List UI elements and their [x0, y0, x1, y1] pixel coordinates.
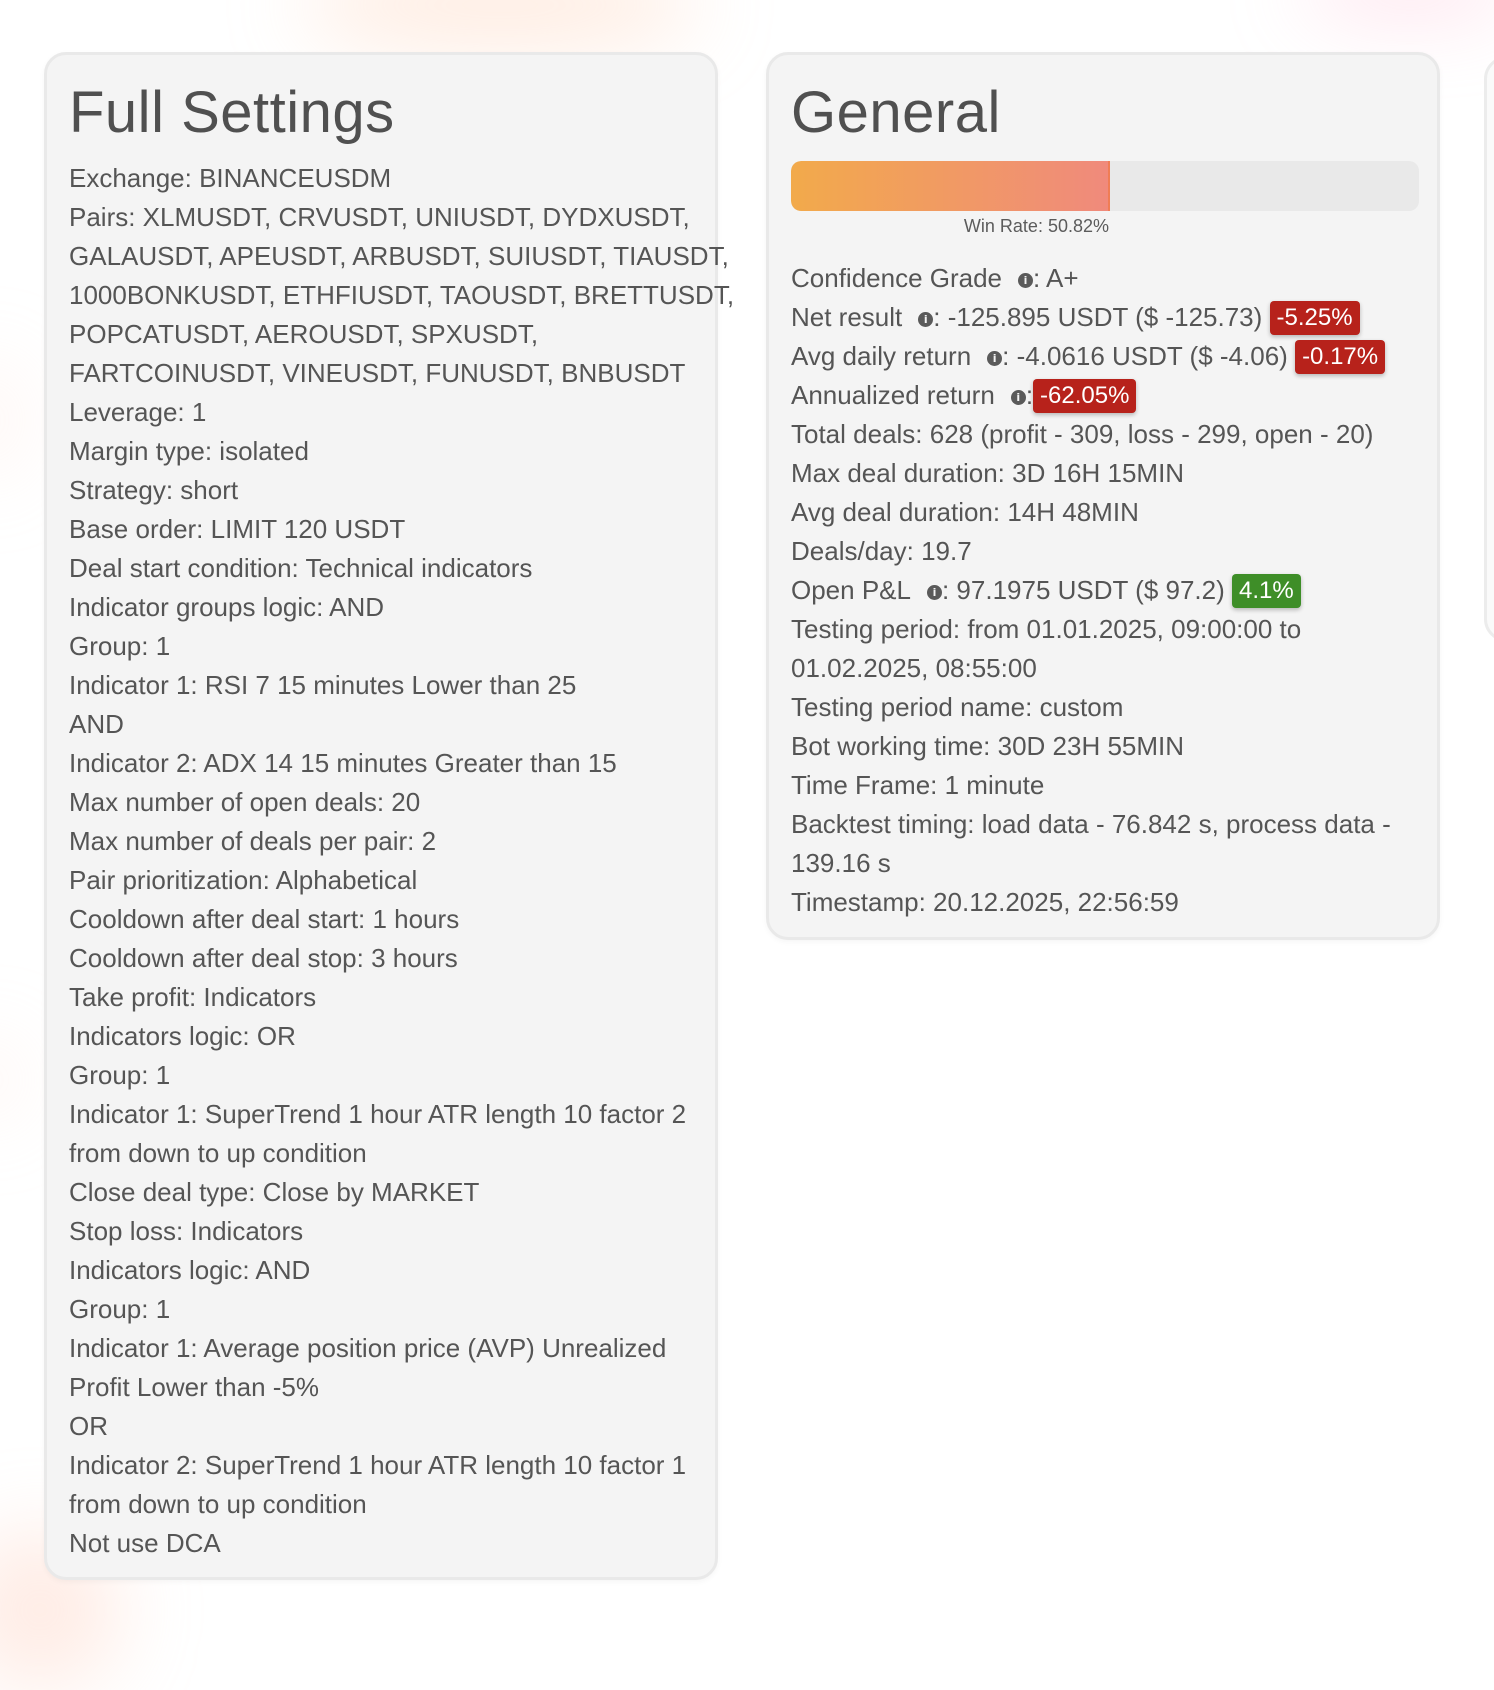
avg-daily-return-row: [791, 337, 1417, 376]
settings-line: Indicator 2: ADX 14 15 minutes Greater than 15: [69, 748, 617, 778]
net-result-label: Net result: [791, 302, 903, 332]
avg-daily-return-badge: -0.17%: [1295, 340, 1385, 374]
net-result-row: [791, 298, 1417, 337]
full-settings-title: Full Settings: [69, 80, 395, 145]
confidence-grade-value: : A+: [1033, 263, 1079, 293]
win-rate-label: Win Rate: 50.82%: [963, 216, 1109, 236]
confidence-grade-row: [791, 259, 1417, 298]
testing-period-name: Testing period name: custom: [791, 692, 1124, 722]
settings-line: Deal start condition: Technical indicators: [69, 553, 533, 583]
open-pnl-label: Open P&L: [791, 575, 911, 605]
win-rate-label-row: [791, 213, 1419, 239]
settings-line: Indicator 1: SuperTrend 1 hour ATR length 10 factor 2: [69, 1099, 687, 1129]
win-rate-track: [791, 161, 1419, 211]
settings-line: Strategy: short: [69, 475, 239, 505]
settings-line: Indicator 2: SuperTrend 1 hour ATR length 10 factor 1: [69, 1450, 687, 1480]
settings-line: Margin type: isolated: [69, 436, 309, 466]
testing-period: Testing period: from 01.01.2025, 09:00:00 to: [791, 614, 1302, 644]
win-rate-fill: [791, 161, 1110, 211]
net-result-badge: -5.25%: [1270, 301, 1360, 335]
backtest-timing-cont: 139.16 s: [791, 848, 891, 878]
settings-line: Not use DCA: [69, 1528, 221, 1558]
settings-line: Close deal type: Close by MARKET: [69, 1177, 480, 1207]
settings-line: Max number of open deals: 20: [69, 787, 421, 817]
settings-line: Cooldown after deal stop: 3 hours: [69, 943, 458, 973]
backtest-timing: Backtest timing: load data - 76.842 s, process data -: [791, 809, 1391, 839]
avg-daily-return-value: : -4.0616 USDT ($ -4.06): [1002, 341, 1288, 371]
bot-working-time: Bot working time: 30D 23H 55MIN: [791, 731, 1185, 761]
max-deal-duration: Max deal duration: 3D 16H 15MIN: [791, 458, 1185, 488]
settings-line: Indicator groups logic: AND: [69, 592, 385, 622]
timestamp: Timestamp: 20.12.2025, 22:56:59: [791, 887, 1179, 917]
net-result-value: : -125.895 USDT ($ -125.73): [933, 302, 1263, 332]
avg-daily-return-label: Avg daily return: [791, 341, 972, 371]
background-glow: [0, 1040, 20, 1120]
settings-line: Pairs: XLMUSDT, CRVUSDT, UNIUSDT, DYDXUSDT,: [69, 202, 690, 232]
settings-line: GALAUSDT, APEUSDT, ARBUSDT, SUIUSDT, TIAUSDT,: [69, 241, 729, 271]
confidence-grade-label: Confidence Grade: [791, 263, 1003, 293]
open-pnl-row: [791, 571, 1417, 610]
settings-line: Stop loss: Indicators: [69, 1216, 304, 1246]
settings-line: Leverage: 1: [69, 397, 207, 427]
time-frame: Time Frame: 1 minute: [791, 770, 1045, 800]
deals-per-day: Deals/day: 19.7: [791, 536, 972, 566]
annualized-return-badge: -62.05%: [1033, 379, 1136, 413]
background-glow: [300, 0, 700, 50]
settings-line: OR: [69, 1411, 108, 1441]
background-glow: [0, 360, 20, 480]
total-deals: Total deals: 628 (profit - 309, loss - 299, open - 20): [791, 419, 1374, 449]
settings-line: from down to up condition: [69, 1489, 367, 1519]
settings-list: [69, 159, 735, 1563]
general-stats: [791, 259, 1417, 922]
annualized-return-label: Annualized return: [791, 380, 995, 410]
general-title: General: [791, 80, 1001, 145]
annualized-return-row: [791, 376, 1417, 415]
avg-deal-duration: Avg deal duration: 14H 48MIN: [791, 497, 1139, 527]
settings-line: AND: [69, 709, 124, 739]
testing-period-end: 01.02.2025, 08:55:00: [791, 653, 1037, 683]
settings-line: Indicator 1: Average position price (AVP) Unrealized: [69, 1333, 667, 1363]
info-icon[interactable]: i: [927, 585, 942, 600]
open-pnl-value: : 97.1975 USDT ($ 97.2): [941, 575, 1225, 605]
settings-line: Indicators logic: AND: [69, 1255, 311, 1285]
settings-line: Exchange: BINANCEUSDM: [69, 163, 392, 193]
settings-line: Base order: LIMIT 120 USDT: [69, 514, 406, 544]
settings-line: Indicators logic: OR: [69, 1021, 296, 1051]
settings-line: Group: 1: [69, 1294, 171, 1324]
settings-line: 1000BONKUSDT, ETHFIUSDT, TAOUSDT, BRETTUSDT,: [69, 280, 735, 310]
settings-line: Max number of deals per pair: 2: [69, 826, 437, 856]
full-settings-card: [44, 52, 735, 1580]
info-icon[interactable]: i: [1011, 390, 1026, 405]
settings-line: FARTCOINUSDT, VINEUSDT, FUNUSDT, BNBUSDT: [69, 358, 686, 388]
settings-line: Profit Lower than -5%: [69, 1372, 320, 1402]
settings-line: Indicator 1: RSI 7 15 minutes Lower than 25: [69, 670, 577, 700]
background-glow: [1300, 0, 1494, 10]
annualized-return-value: :: [1025, 380, 1034, 410]
info-icon[interactable]: i: [987, 351, 1002, 366]
open-pnl-badge: 4.1%: [1232, 574, 1301, 608]
info-icon[interactable]: i: [918, 312, 933, 327]
settings-line: from down to up condition: [69, 1138, 367, 1168]
next-card-edge: [1484, 56, 1494, 642]
settings-line: Cooldown after deal start: 1 hours: [69, 904, 460, 934]
settings-line: Group: 1: [69, 631, 171, 661]
info-icon[interactable]: i: [1018, 273, 1033, 288]
settings-line: POPCATUSDT, AEROUSDT, SPXUSDT,: [69, 319, 539, 349]
general-card: [766, 52, 1440, 940]
settings-line: Take profit: Indicators: [69, 982, 317, 1012]
win-rate-progress: [791, 161, 1419, 239]
settings-line: Group: 1: [69, 1060, 171, 1090]
settings-line: Pair prioritization: Alphabetical: [69, 865, 418, 895]
